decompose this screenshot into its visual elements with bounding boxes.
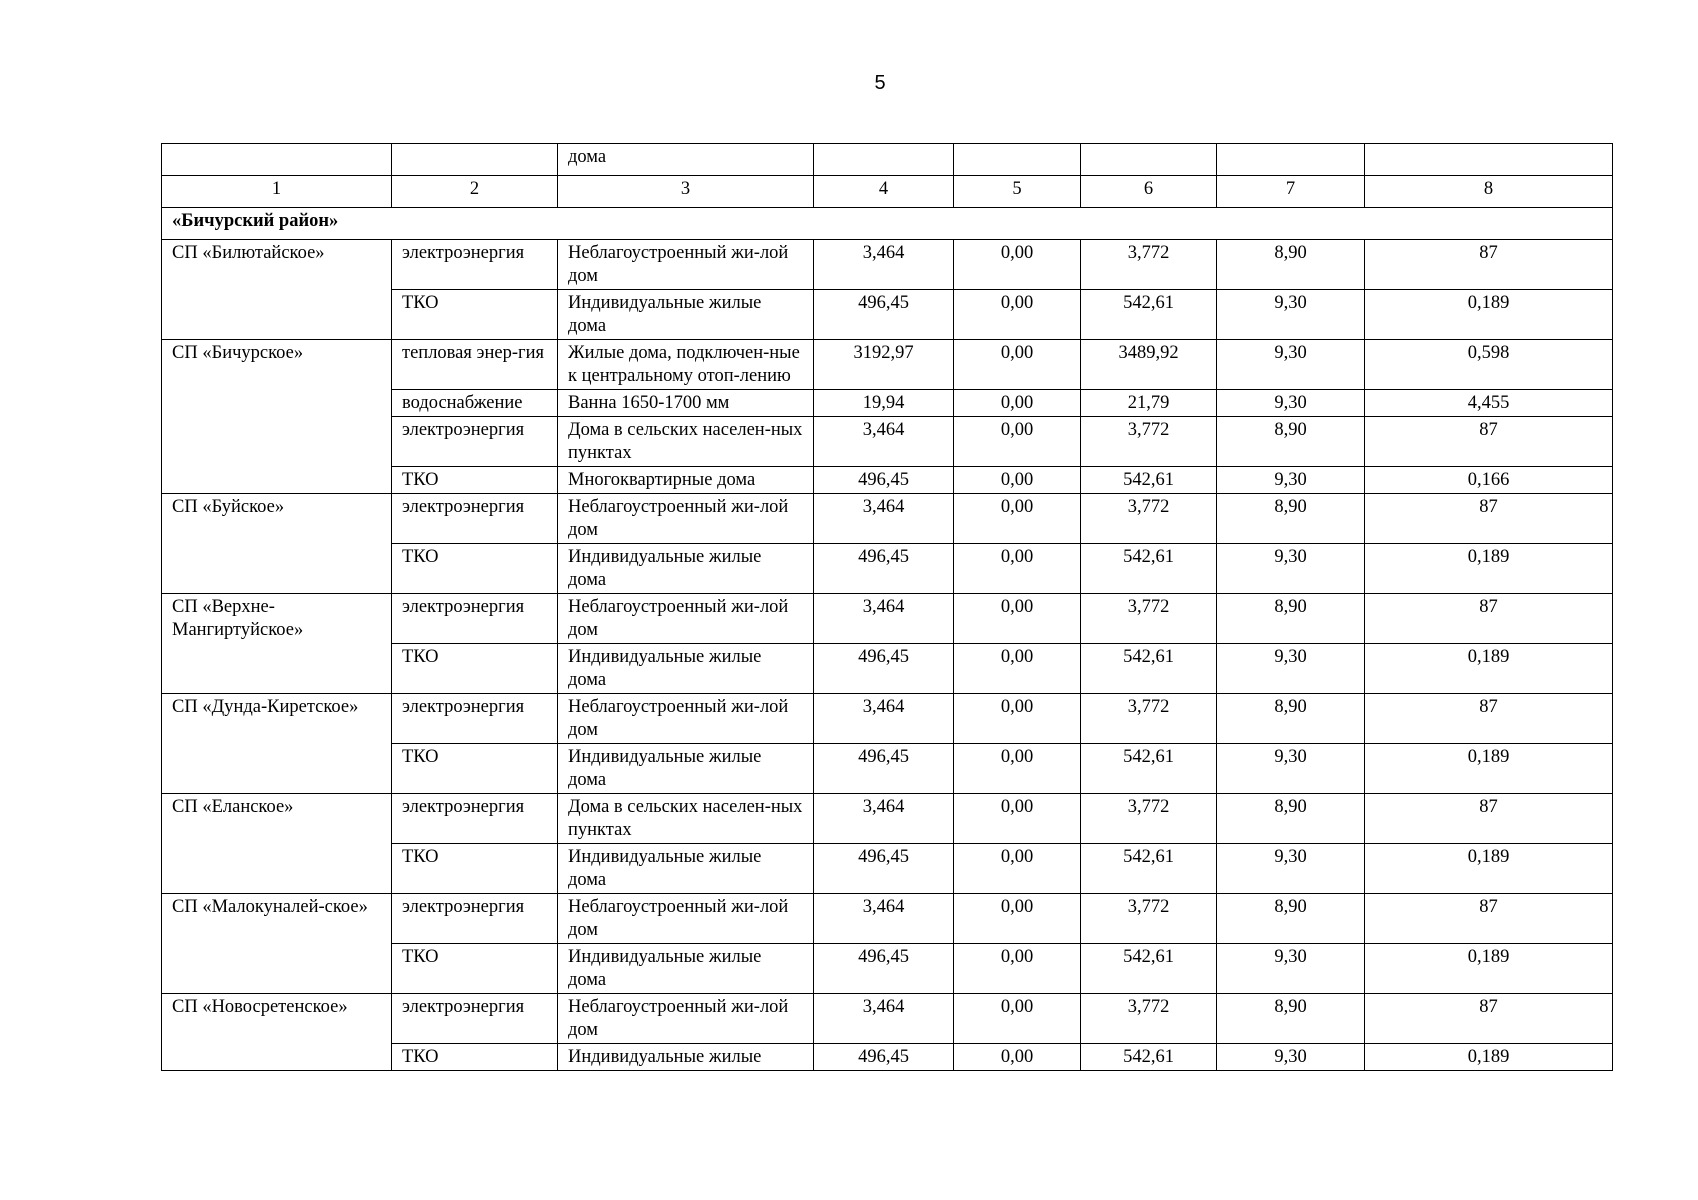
value-cell: 0,00 <box>954 844 1081 894</box>
table-body <box>162 144 1613 1071</box>
value-cell: 542,61 <box>1081 290 1217 340</box>
category-cell: Индивидуальные жилые дома <box>558 844 814 894</box>
value-cell: 542,61 <box>1081 644 1217 694</box>
settlement-cell: СП «Билютайское» <box>162 240 392 340</box>
value-cell: 3,464 <box>814 794 954 844</box>
service-cell: ТКО <box>392 744 558 794</box>
service-cell: электроэнергия <box>392 794 558 844</box>
table-row <box>162 594 1613 644</box>
category-cell: Неблагоустроенный жи-лой дом <box>558 894 814 944</box>
value-cell: 4,455 <box>1365 390 1613 417</box>
column-number: 5 <box>954 176 1081 208</box>
value-cell: 87 <box>1365 594 1613 644</box>
value-cell: 87 <box>1365 894 1613 944</box>
category-cell: Неблагоустроенный жи-лой дом <box>558 240 814 290</box>
value-cell: 496,45 <box>814 1044 954 1071</box>
value-cell: 3,464 <box>814 994 954 1044</box>
value-cell: 8,90 <box>1217 894 1365 944</box>
service-cell: ТКО <box>392 1044 558 1071</box>
value-cell: 8,90 <box>1217 994 1365 1044</box>
value-cell: 8,90 <box>1217 494 1365 544</box>
value-cell: 3,772 <box>1081 794 1217 844</box>
value-cell: 8,90 <box>1217 794 1365 844</box>
value-cell: 3,464 <box>814 494 954 544</box>
value-cell: 87 <box>1365 994 1613 1044</box>
category-cell: Индивидуальные жилые дома <box>558 644 814 694</box>
value-cell: 0,189 <box>1365 644 1613 694</box>
value-cell: 0,189 <box>1365 844 1613 894</box>
value-cell: 3,772 <box>1081 594 1217 644</box>
service-cell: ТКО <box>392 467 558 494</box>
value-cell: 3,464 <box>814 694 954 744</box>
value-cell: 3,772 <box>1081 894 1217 944</box>
category-cell: Неблагоустроенный жи-лой дом <box>558 694 814 744</box>
value-cell: 0,189 <box>1365 1044 1613 1071</box>
value-cell: 0,189 <box>1365 544 1613 594</box>
value-cell: 87 <box>1365 494 1613 544</box>
table-row <box>162 240 1613 290</box>
value-cell: 3,772 <box>1081 494 1217 544</box>
service-cell: водоснабжение <box>392 390 558 417</box>
table-cell: дома <box>558 144 814 176</box>
column-number: 6 <box>1081 176 1217 208</box>
tariff-table <box>161 143 1613 1071</box>
service-cell: электроэнергия <box>392 417 558 467</box>
value-cell: 496,45 <box>814 744 954 794</box>
value-cell: 3192,97 <box>814 340 954 390</box>
settlement-cell: СП «Бичурское» <box>162 340 392 494</box>
table-cell <box>1217 144 1365 176</box>
table-cell <box>392 144 558 176</box>
category-cell: Дома в сельских населен-ных пунктах <box>558 417 814 467</box>
value-cell: 0,00 <box>954 644 1081 694</box>
column-number: 4 <box>814 176 954 208</box>
category-cell: Многоквартирные дома <box>558 467 814 494</box>
settlement-cell: СП «Малокуналей-ское» <box>162 894 392 994</box>
value-cell: 542,61 <box>1081 844 1217 894</box>
value-cell: 542,61 <box>1081 544 1217 594</box>
value-cell: 3489,92 <box>1081 340 1217 390</box>
service-cell: ТКО <box>392 544 558 594</box>
settlement-cell: СП «Новосретенское» <box>162 994 392 1071</box>
value-cell: 8,90 <box>1217 417 1365 467</box>
settlement-cell: СП «Верхне-Мангиртуйское» <box>162 594 392 694</box>
table-cell <box>1365 144 1613 176</box>
column-number: 3 <box>558 176 814 208</box>
value-cell: 19,94 <box>814 390 954 417</box>
value-cell: 0,00 <box>954 290 1081 340</box>
table-cell <box>1081 144 1217 176</box>
value-cell: 542,61 <box>1081 744 1217 794</box>
value-cell: 3,464 <box>814 240 954 290</box>
service-cell: электроэнергия <box>392 494 558 544</box>
service-cell: тепловая энер-гия <box>392 340 558 390</box>
table-cell <box>162 144 392 176</box>
value-cell: 9,30 <box>1217 544 1365 594</box>
value-cell: 496,45 <box>814 944 954 994</box>
value-cell: 9,30 <box>1217 944 1365 994</box>
value-cell: 3,772 <box>1081 994 1217 1044</box>
value-cell: 496,45 <box>814 844 954 894</box>
value-cell: 0,00 <box>954 390 1081 417</box>
value-cell: 87 <box>1365 240 1613 290</box>
value-cell: 9,30 <box>1217 340 1365 390</box>
value-cell: 0,00 <box>954 494 1081 544</box>
value-cell: 0,00 <box>954 1044 1081 1071</box>
value-cell: 87 <box>1365 794 1613 844</box>
settlement-cell: СП «Дунда-Киретское» <box>162 694 392 794</box>
value-cell: 0,00 <box>954 544 1081 594</box>
region-title: «Бичурский район» <box>162 208 1613 240</box>
category-cell: Индивидуальные жилые дома <box>558 290 814 340</box>
value-cell: 3,772 <box>1081 240 1217 290</box>
column-number-row <box>162 176 1613 208</box>
category-cell: Индивидуальные жилые дома <box>558 744 814 794</box>
value-cell: 9,30 <box>1217 644 1365 694</box>
service-cell: электроэнергия <box>392 240 558 290</box>
value-cell: 0,189 <box>1365 944 1613 994</box>
value-cell: 0,00 <box>954 417 1081 467</box>
value-cell: 0,00 <box>954 894 1081 944</box>
value-cell: 496,45 <box>814 467 954 494</box>
value-cell: 87 <box>1365 694 1613 744</box>
page-number: 5 <box>874 72 886 94</box>
value-cell: 8,90 <box>1217 240 1365 290</box>
region-row <box>162 208 1613 240</box>
value-cell: 8,90 <box>1217 594 1365 644</box>
value-cell: 3,464 <box>814 594 954 644</box>
column-number: 2 <box>392 176 558 208</box>
category-cell: Индивидуальные жилые дома <box>558 544 814 594</box>
value-cell: 0,00 <box>954 944 1081 994</box>
table-row <box>162 894 1613 944</box>
service-cell: ТКО <box>392 844 558 894</box>
value-cell: 0,00 <box>954 594 1081 644</box>
column-number: 7 <box>1217 176 1365 208</box>
value-cell: 9,30 <box>1217 467 1365 494</box>
value-cell: 9,30 <box>1217 290 1365 340</box>
value-cell: 9,30 <box>1217 744 1365 794</box>
value-cell: 9,30 <box>1217 1044 1365 1071</box>
table-row <box>162 994 1613 1044</box>
value-cell: 542,61 <box>1081 467 1217 494</box>
category-cell: Неблагоустроенный жи-лой дом <box>558 594 814 644</box>
category-cell: Индивидуальные жилые <box>558 1044 814 1071</box>
value-cell: 8,90 <box>1217 694 1365 744</box>
category-cell: Ванна 1650-1700 мм <box>558 390 814 417</box>
column-number: 8 <box>1365 176 1613 208</box>
service-cell: электроэнергия <box>392 694 558 744</box>
value-cell: 0,189 <box>1365 744 1613 794</box>
table-row <box>162 340 1613 390</box>
value-cell: 9,30 <box>1217 390 1365 417</box>
service-cell: электроэнергия <box>392 994 558 1044</box>
category-cell: Неблагоустроенный жи-лой дом <box>558 494 814 544</box>
service-cell: ТКО <box>392 290 558 340</box>
value-cell: 0,189 <box>1365 290 1613 340</box>
value-cell: 0,598 <box>1365 340 1613 390</box>
value-cell: 9,30 <box>1217 844 1365 894</box>
settlement-cell: СП «Еланское» <box>162 794 392 894</box>
value-cell: 3,772 <box>1081 417 1217 467</box>
value-cell: 3,772 <box>1081 694 1217 744</box>
value-cell: 0,00 <box>954 467 1081 494</box>
column-number: 1 <box>162 176 392 208</box>
value-cell: 21,79 <box>1081 390 1217 417</box>
category-cell: Неблагоустроенный жи-лой дом <box>558 994 814 1044</box>
service-cell: ТКО <box>392 944 558 994</box>
settlement-cell: СП «Буйское» <box>162 494 392 594</box>
value-cell: 0,00 <box>954 744 1081 794</box>
value-cell: 87 <box>1365 417 1613 467</box>
table-cell <box>814 144 954 176</box>
value-cell: 0,00 <box>954 794 1081 844</box>
service-cell: электроэнергия <box>392 594 558 644</box>
value-cell: 0,00 <box>954 694 1081 744</box>
value-cell: 0,166 <box>1365 467 1613 494</box>
value-cell: 3,464 <box>814 894 954 944</box>
table-row <box>162 694 1613 744</box>
service-cell: электроэнергия <box>392 894 558 944</box>
value-cell: 0,00 <box>954 240 1081 290</box>
service-cell: ТКО <box>392 644 558 694</box>
value-cell: 496,45 <box>814 290 954 340</box>
value-cell: 0,00 <box>954 994 1081 1044</box>
category-cell: Индивидуальные жилые дома <box>558 944 814 994</box>
category-cell: Дома в сельских населен-ных пунктах <box>558 794 814 844</box>
value-cell: 3,464 <box>814 417 954 467</box>
carry-over-row <box>162 144 1613 176</box>
table-cell <box>954 144 1081 176</box>
category-cell: Жилые дома, подключен-ные к центральному отоп-лению <box>558 340 814 390</box>
table-row <box>162 794 1613 844</box>
value-cell: 0,00 <box>954 340 1081 390</box>
table-row <box>162 494 1613 544</box>
value-cell: 542,61 <box>1081 1044 1217 1071</box>
value-cell: 496,45 <box>814 644 954 694</box>
value-cell: 496,45 <box>814 544 954 594</box>
value-cell: 542,61 <box>1081 944 1217 994</box>
